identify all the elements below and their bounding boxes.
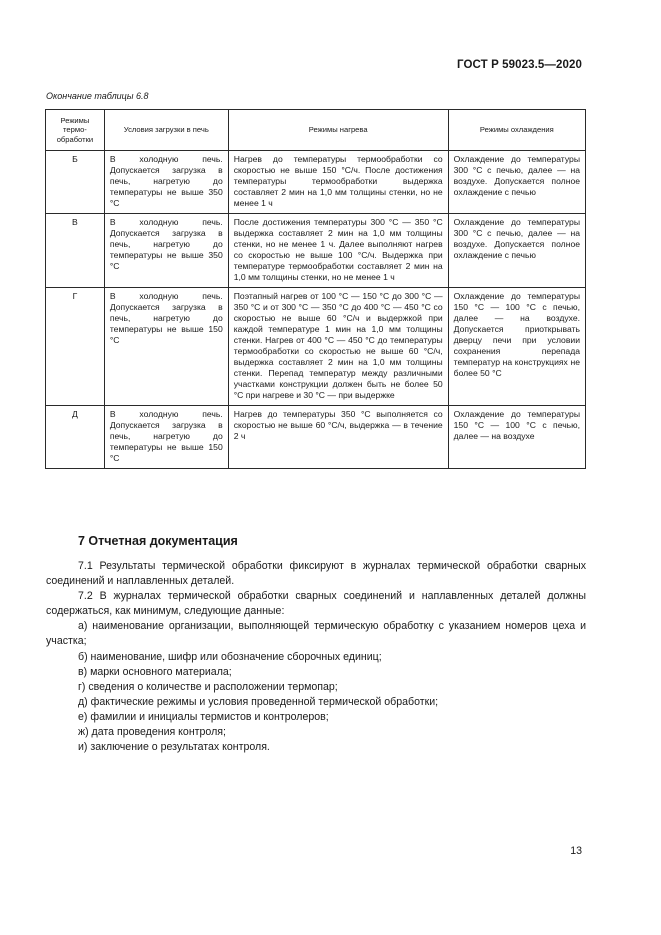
paragraph: 7.2 В журналах термической обработки сварных соединений и наплавленных деталей должны содержаться, как минимум, следующие данные: [46, 590, 586, 618]
cell-heat: После достижения температуры 300 °С — 350 °С выдержка составляет 2 мин на 1,0 мм толщины стенки, но не менее 1 ч. Далее выполняют нагрев со скоростью не выше 100 °С/ч. Выдержка при температуре термообработки составляет 2 мин на 1,0 мм толщины стенки, но не менее 1 ч [228, 214, 448, 288]
cell-mode: Б [46, 151, 105, 214]
heat-treatment-table [45, 109, 586, 469]
document-standard-number: ГОСТ Р 59023.5—2020 [457, 59, 582, 71]
table-caption: Окончание таблицы 6.8 [46, 91, 149, 101]
cell-cool: Охлаждение до температуры 300 °С с печью, далее — на воздухе. Допускается полное охлаждение с печью [448, 151, 585, 214]
page-number: 13 [570, 845, 582, 857]
cell-mode: Д [46, 406, 105, 469]
cell-load: В холодную печь. Допускается загрузка в печь, нагретую до температуры не выше 150 °С [104, 288, 228, 406]
list-item: д) фактические режимы и условия проведенной термической обработки; [78, 695, 439, 708]
cell-heat: Нагрев до температуры термообработки со скоростью не выше 150 °С/ч. После достижения температуры термообработки выдержка составляет 2 мин на 1,0 мм толщины стенки, но не менее 1 ч [228, 151, 448, 214]
list-item: е) фамилии и инициалы термистов и контролеров; [78, 710, 329, 723]
list-item: ж) дата проведения контроля; [78, 726, 226, 739]
table-header-row [46, 110, 586, 151]
table-row [46, 214, 586, 288]
section-body [46, 559, 586, 755]
cell-cool: Охлаждение до температуры 150 °С — 100 °С с печью, далее — на воздухе. Допускается приоткрывать дверцу печи при условии сохранения перепада температур на конструкциях не более 50 °С [448, 288, 585, 406]
list-item: г) сведения о количестве и расположении термопар; [78, 680, 338, 693]
table-row [46, 406, 586, 469]
cell-load: В холодную печь. Допускается загрузка в печь, нагретую до температуры не выше 150 °С [104, 406, 228, 469]
cell-heat: Нагрев до температуры 350 °С выполняется со скоростью не выше 60 °С/ч, выдержка — в течение 2 ч [228, 406, 448, 469]
section-title: 7 Отчетная документация [78, 534, 238, 548]
cell-mode: Г [46, 288, 105, 406]
cell-load: В холодную печь. Допускается загрузка в печь, нагретую до температуры не выше 350 °С [104, 151, 228, 214]
paragraph: 7.1 Результаты термической обработки фиксируют в журналах термической обработки сварных соединений и наплавленных деталей. [46, 560, 586, 588]
list-item: и) заключение о результатах контроля. [78, 741, 270, 754]
cell-load: В холодную печь. Допускается загрузка в печь, нагретую до температуры не выше 350 °С [104, 214, 228, 288]
column-header-mode: Режимы термо-обработки [46, 110, 105, 151]
list-item: в) марки основного материала; [78, 665, 232, 678]
column-header-cool: Режимы охлаждения [448, 110, 585, 151]
list-item: б) наименование, шифр или обозначение сборочных единиц; [78, 650, 382, 663]
cell-heat: Поэтапный нагрев от 100 °С — 150 °С до 300 °С — 350 °С и от 300 °С — 350 °С до 400 °С — 450 °С со скоростью не выше 60 °С/ч и выдержкой при каждой температуре 1 мин на 1,0 мм толщины стенки. Нагрев от 400 °С — 450 °С до температуры термообработки со скоростью не выше 60 °С/ч, выдержка составляет 2 мин на 1,0 мм толщины стенки. Перепад температур между различными участками конструкции должен быть не более 50 °С при нагреве и 30 °С — при выдержке [228, 288, 448, 406]
cell-cool: Охлаждение до температуры 300 °С с печью, далее — на воздухе. Допускается полное охлаждение с печью [448, 214, 585, 288]
list-item: а) наименование организации, выполняющей термическую обработку с указанием номеров цеха и участка; [46, 620, 586, 648]
cell-cool: Охлаждение до температуры 150 °С — 100 °С с печью, далее — на воздухе [448, 406, 585, 469]
column-header-heat: Режимы нагрева [228, 110, 448, 151]
table-row [46, 151, 586, 214]
table-row [46, 288, 586, 406]
column-header-load: Условия загрузки в печь [104, 110, 228, 151]
cell-mode: В [46, 214, 105, 288]
